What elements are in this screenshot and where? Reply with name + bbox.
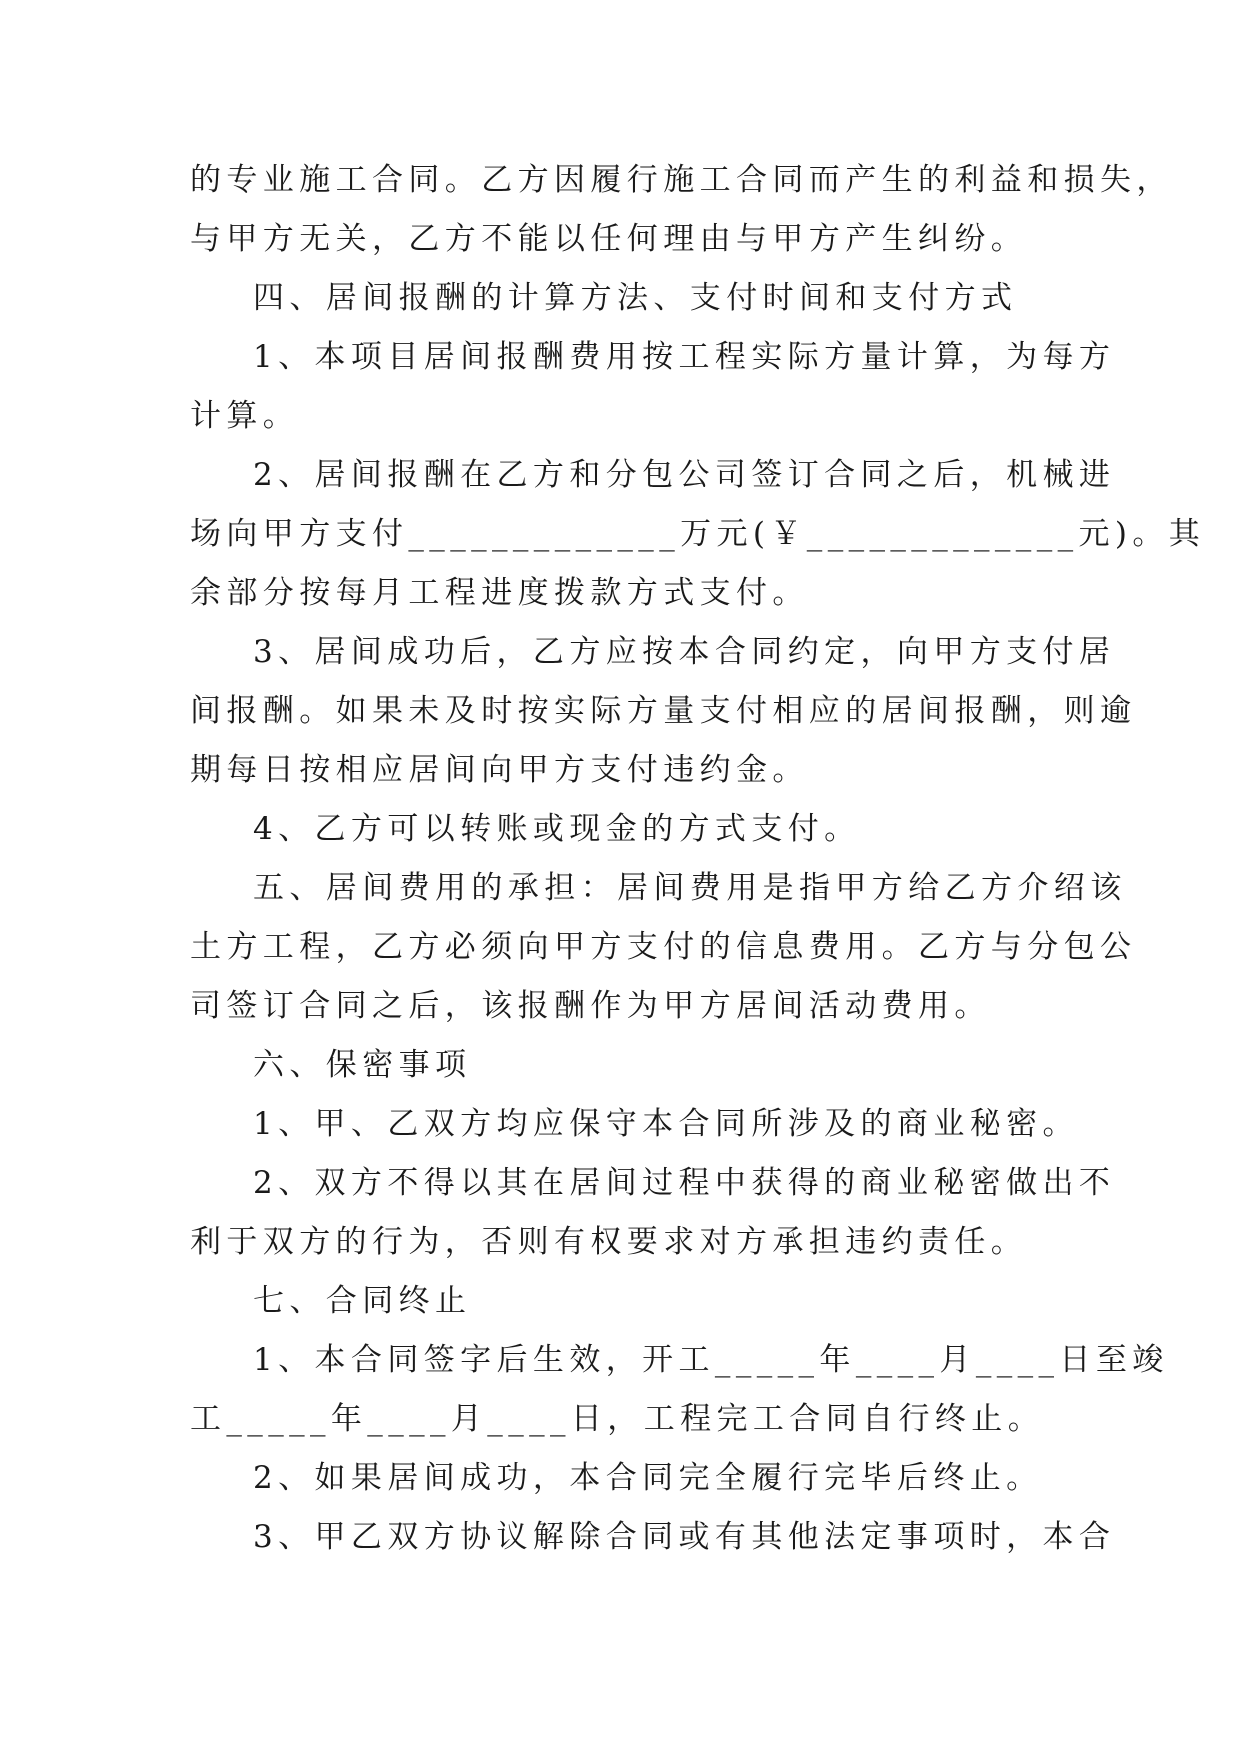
text-line: 1、本合同签字后生效，开工_____年____月____日至竣: [253, 1342, 1169, 1378]
text-line: 的专业施工合同。乙方因履行施工合同而产生的利益和损失，: [190, 162, 1173, 198]
text-line: 1、本项目居间报酬费用按工程实际方量计算，为每方: [253, 339, 1116, 375]
section-heading-6: 六、保密事项: [253, 1047, 472, 1083]
section-heading-7: 七、合同终止: [253, 1283, 472, 1319]
text-line: 2、双方不得以其在居间过程中获得的商业秘密做出不: [253, 1165, 1116, 1201]
text-line: 3、甲乙双方协议解除合同或有其他法定事项时，本合: [253, 1519, 1116, 1555]
text-line: 期每日按相应居间向甲方支付违约金。: [190, 752, 809, 788]
text-line: 3、居间成功后，乙方应按本合同约定，向甲方支付居: [253, 634, 1116, 670]
text-line: 余部分按每月工程进度拨款方式支付。: [190, 575, 809, 611]
text-line: 间报酬。如果未及时按实际方量支付相应的居间报酬，则逾: [190, 693, 1137, 729]
text-line: 1、甲、乙双方均应保守本合同所涉及的商业秘密。: [253, 1106, 1079, 1142]
text-line: 与甲方无关，乙方不能以任何理由与甲方产生纠纷。: [190, 221, 1028, 257]
text-line: 计算。: [190, 398, 300, 434]
text-line: 场向甲方支付_____________万元(￥_____________元)。其: [190, 516, 1206, 552]
section-heading-5: 五、居间费用的承担：居间费用是指甲方给乙方介绍该: [253, 870, 1127, 906]
text-line: 利于双方的行为，否则有权要求对方承担违约责任。: [190, 1224, 1028, 1260]
text-line: 4、乙方可以转账或现金的方式支付。: [253, 811, 861, 847]
text-line: 2、如果居间成功，本合同完全履行完毕后终止。: [253, 1460, 1043, 1496]
text-line: 土方工程，乙方必须向甲方支付的信息费用。乙方与分包公: [190, 929, 1137, 965]
section-heading-4: 四、居间报酬的计算方法、支付时间和支付方式: [253, 280, 1018, 316]
text-line: 工_____年____月____日，工程完工合同自行终止。: [190, 1401, 1045, 1437]
text-line: 司签订合同之后，该报酬作为甲方居间活动费用。: [190, 988, 991, 1024]
text-line: 2、居间报酬在乙方和分包公司签订合同之后，机械进: [253, 457, 1116, 493]
